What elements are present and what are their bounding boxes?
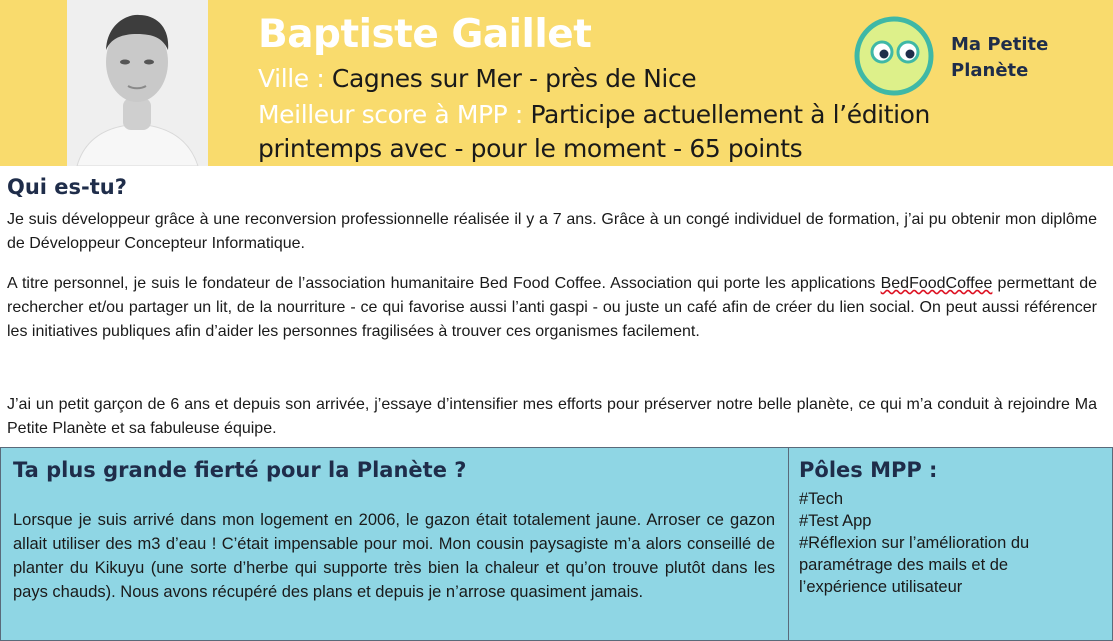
pole-item: #Réflexion sur l’amélioration du paramétrage des mails et de l’expérience utilisateur [799, 534, 1030, 596]
logo-line-2: Planète [951, 60, 1029, 81]
pole-item: #Test App [799, 512, 872, 530]
ma-petite-planete-logo-icon [854, 16, 934, 96]
score-label: Meilleur score à MPP : [258, 100, 531, 129]
pole-item: #Tech [799, 490, 844, 508]
city-line [258, 64, 696, 93]
city-label: Ville : [258, 64, 332, 93]
about-title: Qui es-tu? [7, 175, 127, 199]
pride-box [0, 447, 789, 641]
about-paragraph-3: J’ai un petit garçon de 6 ans et depuis son arrivée, j’essaye d’intensifier mes efforts pour préserver notre belle planète, ce qui m’a conduit à rejoindre Ma Petite Planète et sa fabuleuse équipe. [7, 396, 1097, 437]
app-name: BedFoodCoffee [880, 275, 993, 292]
about-paragraph-2-start: A titre personnel, je suis le fondateur de l’association humanitaire Bed Food Coffee. Association qui porte les applications [7, 275, 881, 292]
score-value-1: Participe actuellement à l’édition [530, 100, 930, 129]
profile-header [0, 0, 1113, 166]
logo-line-1: Ma Petite [951, 34, 1049, 55]
poles-box [788, 447, 1113, 641]
logo-text [951, 32, 1048, 84]
city-value: Cagnes sur Mer - près de Nice [331, 64, 697, 93]
poles-list [799, 488, 1099, 598]
score-line [258, 100, 930, 129]
person-portrait-icon [67, 0, 208, 166]
person-name: Baptiste Gaillet [258, 12, 592, 57]
pride-text: Lorsque je suis arrivé dans mon logement en 2006, le gazon était totalement jaune. Arroser ce gazon allait utiliser des m3 d’eau ! C’était impensable pour moi. Mon cousin paysagiste m’a alors conseillé de planter du Kikuyu (une sorte d’herbe qui supporte très bien la chaleur et qu’on trouve plutôt dans les pays chauds). Nous avons récupéré des plans et depuis je n’arrose quasiment jamais. [13, 511, 775, 601]
pride-title: Ta plus grande fierté pour la Planète ? [13, 458, 467, 482]
about-paragraph-2 [7, 272, 1097, 344]
profile-photo [67, 0, 208, 166]
poles-title: Pôles MPP : [799, 458, 938, 482]
score-value-2: printemps avec - pour le moment - 65 points [258, 134, 803, 163]
about-paragraph-1: Je suis développeur grâce à une reconversion professionnelle réalisée il y a 7 ans. Grâce à un congé individuel de formation, j’ai pu obtenir mon diplôme de Développeur Concepteur Informatique. [7, 211, 1097, 252]
score-line-2 [258, 134, 802, 163]
about-paragraph-2-end: permettant de rechercher et/ou partager un lit, de la nourriture - ce qui favorise aussi l’anti gaspi - ou juste un café afin de créer du lien social. On peut aussi référencer les initiatives publiques afin d’aider les personnes fragilisées à trouver ces organismes facilement. [7, 275, 1097, 340]
